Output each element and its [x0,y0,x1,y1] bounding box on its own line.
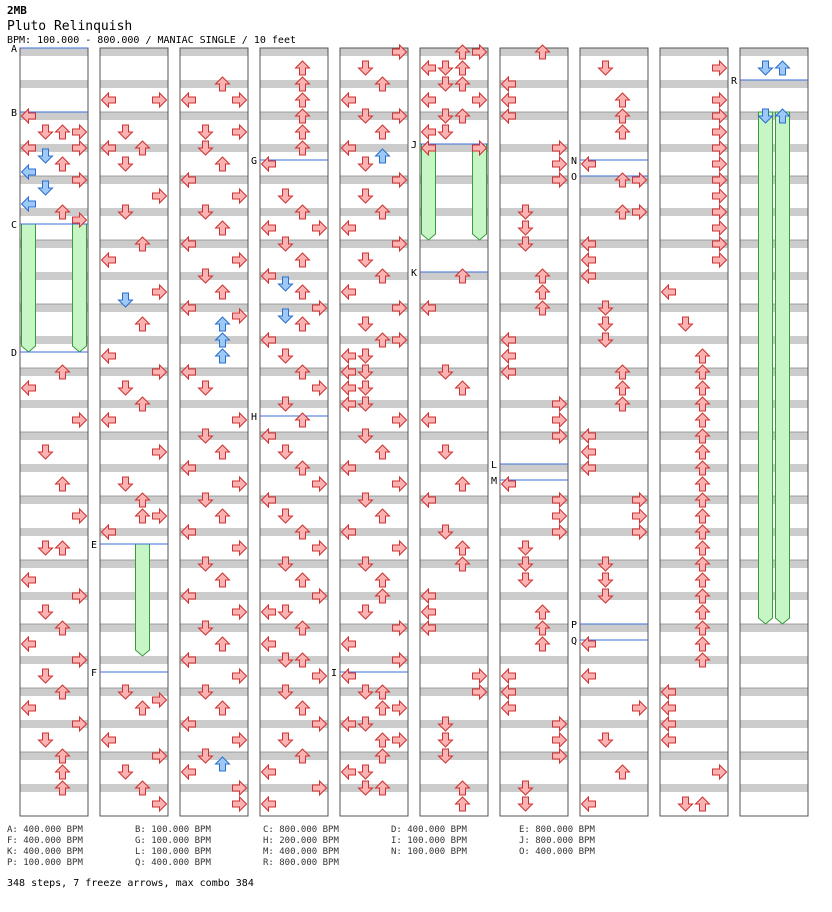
beat-stripe [340,432,408,440]
legend-entry: C: 800.000 BPM [263,825,339,835]
beat-stripe [20,400,88,408]
beat-stripe [580,560,648,568]
legend-row [7,836,647,847]
freeze-arrow [759,112,773,624]
legend-entry [391,858,519,869]
legend-entry: F: 400.000 BPM [7,836,83,846]
beat-stripe [500,464,568,472]
beat-stripe [20,560,88,568]
chart-column [740,48,808,816]
bpm-marker-label: I [331,668,338,679]
beat-stripe [100,784,168,792]
beat-stripe [500,656,568,664]
beat-stripe [260,176,328,184]
beat-stripe [420,400,488,408]
beat-stripe [580,336,648,344]
beat-stripe [740,48,808,56]
legend-entry: H: 200.000 BPM [263,836,339,846]
beat-stripe [660,592,728,600]
beat-stripe [420,656,488,664]
beat-stripe [740,752,808,760]
beat-stripe [260,656,328,664]
beat-stripe [340,80,408,88]
beat-stripe [260,144,328,152]
beat-stripe [180,272,248,280]
legend-row [7,858,647,869]
beat-stripe [740,240,808,248]
beat-stripe [420,784,488,792]
legend-entry: R: 800.000 BPM [263,858,339,868]
beat-stripe [660,784,728,792]
beat-stripe [340,560,408,568]
beat-stripe [420,112,488,120]
beat-stripe [500,592,568,600]
beat-stripe [660,656,728,664]
beat-stripe [100,720,168,728]
beat-stripe [500,208,568,216]
beat-stripe [660,464,728,472]
bpm-legend [7,825,647,869]
beat-stripe [260,464,328,472]
beat-stripe [500,272,568,280]
beat-stripe [740,208,808,216]
legend-entry: A: 400.000 BPM [7,825,83,835]
beat-stripe [740,624,808,632]
bpm-marker-label: M [491,476,498,487]
beat-stripe [100,560,168,568]
beat-stripe [100,432,168,440]
beat-stripe [500,48,568,56]
beat-stripe [420,80,488,88]
beat-stripe [180,144,248,152]
beat-stripe [260,624,328,632]
beat-stripe [580,144,648,152]
bpm-marker-label: R [731,76,738,87]
legend-entry: Q: 400.000 BPM [135,858,211,868]
beat-stripe [180,496,248,504]
beat-stripe [580,400,648,408]
beat-stripe [420,272,488,280]
bpm-marker-label: D [11,348,18,359]
beat-stripe [660,528,728,536]
beat-stripe [580,48,648,56]
beat-stripe [420,432,488,440]
beat-stripe [100,624,168,632]
beat-stripe [100,304,168,312]
beat-stripe [740,464,808,472]
beat-stripe [340,208,408,216]
beat-stripe [580,368,648,376]
beat-stripe [100,48,168,56]
beat-stripe [100,496,168,504]
beat-stripe [500,304,568,312]
bpm-marker-label: Q [571,636,578,647]
beat-stripe [260,400,328,408]
beat-stripe [740,368,808,376]
chart-column [180,48,248,816]
beat-stripe [580,784,648,792]
freeze-arrow [422,144,436,240]
beat-stripe [420,720,488,728]
beat-stripe [20,528,88,536]
beat-stripe [180,560,248,568]
beat-stripe [660,432,728,440]
beat-stripe [100,80,168,88]
bpm-marker-label: C [11,220,18,231]
beat-stripe [740,176,808,184]
beat-stripe [260,560,328,568]
beat-stripe [100,400,168,408]
beat-stripe [420,368,488,376]
beat-stripe [740,400,808,408]
beat-stripe [580,688,648,696]
beat-stripe [20,368,88,376]
freeze-arrow [73,224,87,352]
beat-stripe [740,112,808,120]
beat-stripe [260,208,328,216]
beat-stripe [420,528,488,536]
beat-stripe [340,752,408,760]
chart-column [340,48,408,816]
beat-stripe [740,304,808,312]
beat-stripe [260,688,328,696]
beat-stripe [20,208,88,216]
beat-stripe [100,272,168,280]
beat-stripe [340,272,408,280]
legend-entry: K: 400.000 BPM [7,847,83,857]
beat-stripe [420,464,488,472]
beat-stripe [500,624,568,632]
bpm-marker-label: P [571,620,578,631]
freeze-arrow [473,144,487,240]
beat-stripe [260,240,328,248]
bpm-marker-label: J [411,140,418,151]
beat-stripe [340,592,408,600]
bpm-marker-label: K [411,268,418,279]
freeze-arrow [136,544,150,656]
beat-stripe [660,624,728,632]
legend-row [7,825,647,836]
beat-stripe [420,752,488,760]
beat-stripe [180,208,248,216]
beat-stripe [660,336,728,344]
legend-entry: O: 400.000 BPM [519,847,595,857]
beat-stripe [100,688,168,696]
beat-stripe [740,144,808,152]
beat-stripe [20,464,88,472]
beat-stripe [740,272,808,280]
legend-entry: E: 800.000 BPM [519,825,595,835]
beat-stripe [740,560,808,568]
beat-stripe [740,528,808,536]
beat-stripe [180,688,248,696]
beat-stripe [260,112,328,120]
beat-stripe [20,432,88,440]
beat-stripe [660,272,728,280]
legend-entry: M: 400.000 BPM [263,847,339,857]
site-brand: 2MB [7,4,27,17]
beat-stripe [660,400,728,408]
beat-stripe [340,688,408,696]
beat-stripe [580,656,648,664]
beat-stripe [420,560,488,568]
legend-entry: D: 400.000 BPM [391,825,467,835]
bpm-marker-label: G [251,156,258,167]
beat-stripe [580,752,648,760]
beat-stripe [20,688,88,696]
beat-stripe [740,80,808,88]
beat-stripe [180,80,248,88]
beat-stripe [260,528,328,536]
bpm-marker-label: E [91,540,98,551]
legend-entry: L: 100.000 BPM [135,847,211,857]
beat-stripe [500,240,568,248]
legend-entry [519,858,647,869]
beat-stripe [740,336,808,344]
beat-stripe [660,752,728,760]
beat-stripe [100,656,168,664]
beat-stripe [180,48,248,56]
beat-stripe [20,496,88,504]
freeze-arrow [776,112,790,624]
beat-stripe [260,752,328,760]
bpm-marker-label: O [571,172,578,183]
chart-columns [20,48,808,816]
song-title: Pluto Relinquish [7,19,133,34]
bpm-marker-label: H [251,412,258,423]
beat-stripe [660,48,728,56]
legend-entry: J: 800.000 BPM [519,836,595,846]
beat-stripe [180,752,248,760]
chart-summary: 348 steps, 7 freeze arrows, max combo 384 [7,878,254,889]
beat-stripe [180,432,248,440]
beat-stripe [660,304,728,312]
legend-entry: G: 100.000 BPM [135,836,211,846]
beat-stripe [580,304,648,312]
beat-stripe [580,720,648,728]
beat-stripe [100,112,168,120]
legend-entry: I: 100.000 BPM [391,836,467,846]
freeze-arrow [22,224,36,352]
bpm-marker-label: L [491,460,498,471]
beat-stripe [100,208,168,216]
legend-entry: P: 100.000 BPM [7,858,83,868]
beat-stripe [580,592,648,600]
beat-stripe [740,784,808,792]
beat-stripe [580,80,648,88]
beat-stripe [660,80,728,88]
beat-stripe [260,48,328,56]
legend-entry: B: 100.000 BPM [135,825,211,835]
bpm-marker-label: B [11,108,18,119]
beat-stripe [740,432,808,440]
beat-stripe [740,720,808,728]
beat-stripe [740,592,808,600]
beat-stripe [20,80,88,88]
beat-stripe [180,400,248,408]
beat-stripe [20,784,88,792]
beat-stripe [660,368,728,376]
beat-stripe [660,496,728,504]
beat-stripe [100,464,168,472]
beat-stripe [500,560,568,568]
beat-stripe [180,112,248,120]
beat-stripe [100,336,168,344]
legend-entry: N: 100.000 BPM [391,847,467,857]
beat-stripe [660,560,728,568]
beat-stripe [740,496,808,504]
beat-stripe [580,112,648,120]
beat-stripe [100,240,168,248]
beat-stripe [260,368,328,376]
bpm-marker-label: F [91,668,98,679]
beat-stripe [420,336,488,344]
beat-stripe [580,624,648,632]
beat-stripe [180,624,248,632]
bpm-marker-label: A [11,44,18,55]
beat-stripe [500,784,568,792]
beat-stripe [740,656,808,664]
beat-stripe [100,592,168,600]
bpm-marker-label: N [571,156,578,167]
beat-stripe [340,496,408,504]
beat-stripe [260,80,328,88]
beat-stripe [20,752,88,760]
chart-info: BPM: 100.000 - 800.000 / MANIAC SINGLE / 10 feet [7,35,296,46]
legend-row [7,847,647,858]
beat-stripe [20,48,88,56]
beat-stripe [420,240,488,248]
beat-stripe [20,624,88,632]
beat-stripe [740,688,808,696]
chart-column [20,48,88,816]
beat-stripe [180,336,248,344]
beat-stripe [340,784,408,792]
beat-stripe [100,176,168,184]
